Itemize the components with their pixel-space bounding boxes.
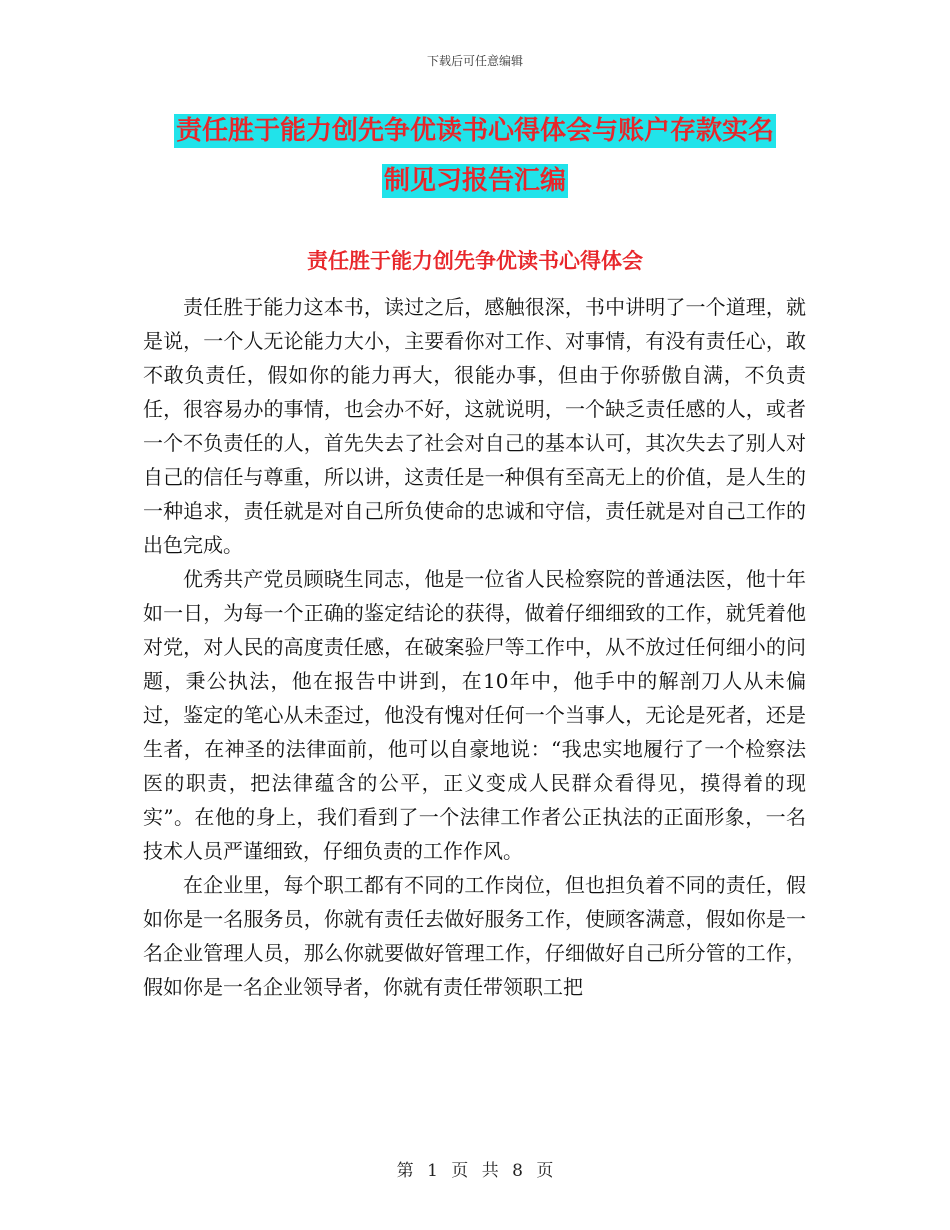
title-line-1: 责任胜于能力创先争优读书心得体会与账户存款实名 bbox=[175, 116, 774, 146]
title-line-2: 制见习报告汇编 bbox=[383, 166, 566, 196]
header-note: 下载后可任意编辑 bbox=[426, 54, 523, 68]
page-footer: 第 1 页 共 8 页 bbox=[396, 1161, 554, 1181]
document-title bbox=[0, 106, 950, 206]
paragraph: 优秀共产党员顾晓生同志，他是一位省人民检察院的普通法医，他十年如一日，为每一个正确的鉴定结论的获得，做着仔细细致的工作，就凭着他对党，对人民的高度责任感，在破案验尸等工作中，从不放过任何细小的问题，秉公执法，他在报告中讲到，在10年中，他手中的解剖刀人从未偏过，鉴定的笔心从未歪过，他没有愧对任何一个当事人，无论是死者，还是生者，在神圣的法律面前，他可以自豪地说：“我忠实地履行了一个检察法医的职责，把法律蕴含的公平，正义变成人民群众看得见，摸得着的现实”。在他的身上，我们看到了一个法律工作者公正执法的正面形象，一名技术人员严谨细致，仔细负责的工作作风。 bbox=[143, 567, 806, 863]
paragraph: 责任胜于能力这本书，读过之后，感触很深，书中讲明了一个道理，就是说，一个人无论能力大小，主要看你对工作、对事情，有没有责任心，敢不敢负责任，假如你的能力再大，很能办事，但由于你骄傲自满，不负责任，很容易办的事情，也会办不好，这就说明，一个缺乏责任感的人，或者一个不负责任的人，首先失去了社会对自己的基本认可，其次失去了别人对自己的信任与尊重，所以讲，这责任是一种俱有至高无上的价值，是人生的一种追求，责任就是对自己所负使命的忠诚和守信，责任就是对自己工作的出色完成。 bbox=[143, 295, 806, 557]
section-title: 责任胜于能力创先争优读书心得体会 bbox=[307, 249, 643, 273]
paragraph: 在企业里，每个职工都有不同的工作岗位，但也担负着不同的责任，假如你是一名服务员，你就有责任去做好服务工作，使顾客满意，假如你是一名企业管理人员，那么你就要做好管理工作，仔细做好自己所分管的工作，假如你是一名企业领导者，你就有责任带领职工把 bbox=[143, 873, 806, 999]
document-body bbox=[143, 290, 806, 1004]
